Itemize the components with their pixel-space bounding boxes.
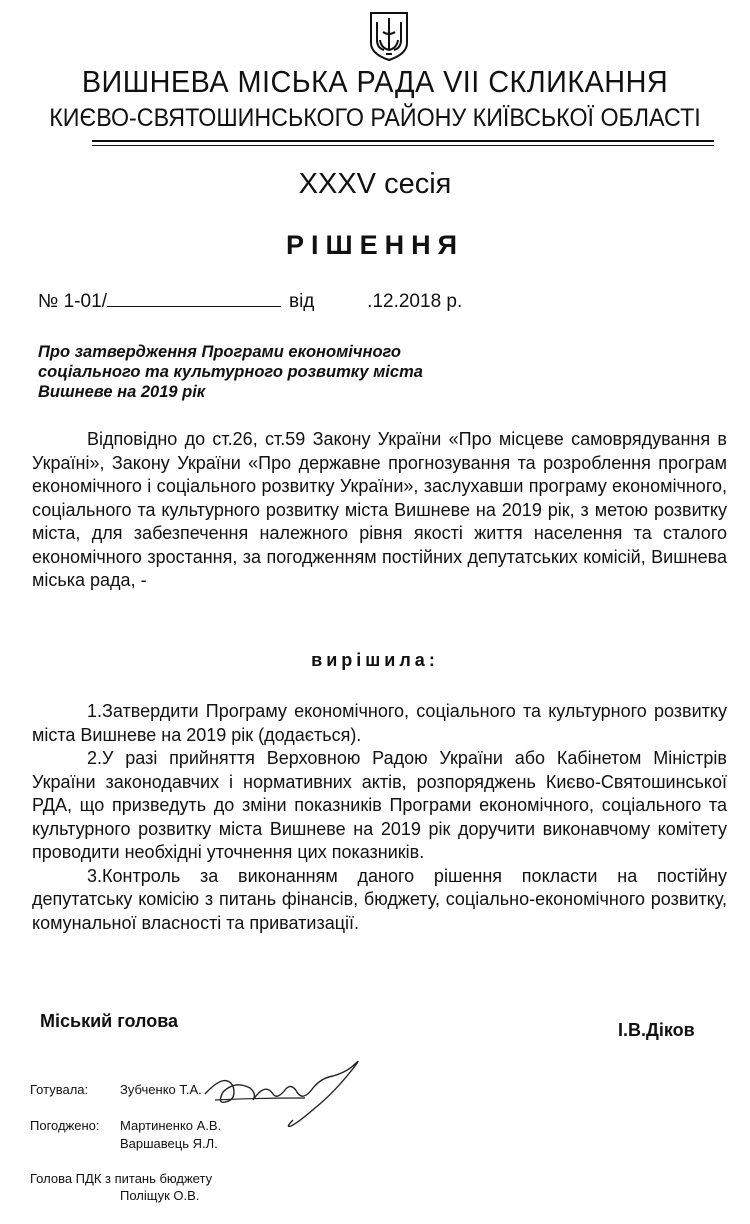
council-title: ВИШНЕВА МІСЬКА РАДА VII СКЛИКАННЯ (81, 64, 669, 99)
session-title: XXXV сесія (298, 168, 452, 200)
document-type: РІШЕННЯ (285, 230, 465, 260)
mayor-name: І.В.Діков (618, 1020, 695, 1040)
prepared-name: Зубченко Т.А. (120, 1082, 202, 1097)
handwritten-signature (195, 1052, 375, 1132)
subject-line: соціального та культурного розвитку міста (38, 363, 423, 381)
subject-line: Вишневе на 2019 рік (38, 383, 206, 401)
prepared-label: Готувала: (30, 1082, 89, 1097)
number-prefix: № 1-01/ (38, 291, 107, 312)
decision-subject (38, 342, 478, 402)
number-blank (107, 290, 281, 307)
approved-name: Варшавець Я.Л. (120, 1136, 218, 1151)
approved-name: Мартиненко А.В. (120, 1118, 222, 1133)
decision-item: 1.Затвердити Програму економічного, соціального та культурного розвитку міста Вишневе на 2019 рік (додається). (32, 701, 727, 745)
resolved-heading: вирішила: (311, 650, 439, 670)
head-label: Голова ПДК з питань бюджету (30, 1171, 213, 1186)
preamble-text: Відповідно до ст.26, ст.59 Закону України «Про місцеве самоврядування в Україні», Закону України «Про державне прогнозування та розроблення програм економічного і соціального розвитку України», заслухавши програму економічного, соціального та культурного розвитку міста Вишневе на 2019 рік, з метою розвитку міста, для забезпечення належного рівня якості життя населення та сталого економічного зростання, за погодженням постійних депутатських комісій, Вишнева міська рада, - (32, 429, 727, 590)
decision-item: 3.Контроль за виконанням даного рішення покласти на постійну депутатську комісію з питань фінансів, бюджету, соціально-економічного розвитку, комунальної власності та приватизації. (32, 865, 727, 933)
document-date: .12.2018 р. (367, 291, 463, 312)
district-title: КИЄВО-СВЯТОШИНСЬКОГО РАЙОНУ КИЇВСЬКОЇ ОБЛАСТІ (49, 104, 701, 132)
decision-item: 2.У разі прийняття Верховною Радою України або Кабінетом Міністрів України законодавчих і нормативних актів, розпоряджень Києво-Святошинської РДА, що призведуть до зміни показників Програми економічного, соціального та культурного розвитку міста Вишневе на 2019 рік доручити виконавчому комітету проводити необхідні уточнення цих показників. (32, 748, 727, 862)
header-rule-thin (92, 145, 714, 146)
approved-label: Погоджено: (30, 1118, 100, 1133)
mayor-title: Міський голова (40, 1011, 179, 1031)
trident-emblem-icon (368, 10, 410, 62)
document-number-line (38, 290, 462, 313)
preamble (32, 428, 727, 593)
header-rule-thick (92, 140, 714, 142)
decision-items (32, 700, 727, 935)
from-word: від (288, 291, 315, 312)
subject-line: Про затвердження Програми економічного (38, 343, 401, 361)
head-name: Поліщук О.В. (120, 1188, 200, 1203)
